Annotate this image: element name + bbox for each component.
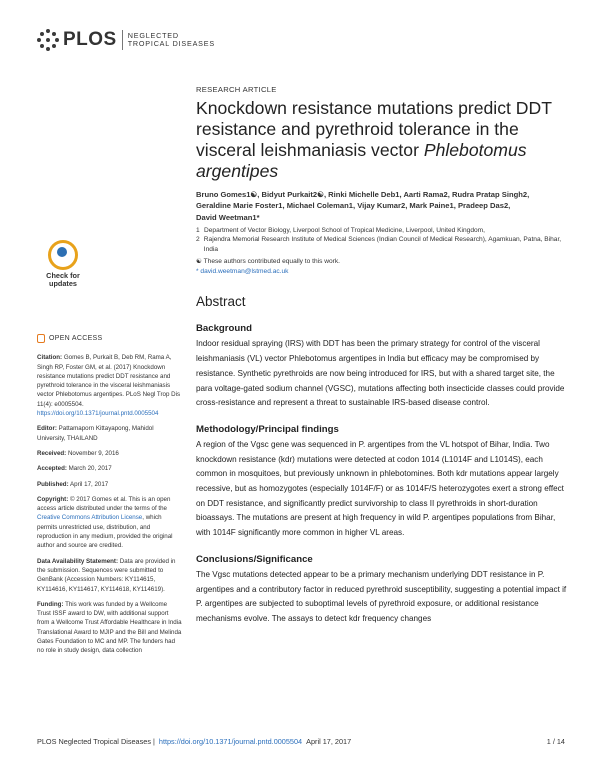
plos-logo bbox=[37, 29, 215, 51]
footer-date: April 17, 2017 bbox=[306, 737, 352, 746]
methods-heading: Methodology/Principal findings bbox=[196, 423, 339, 435]
received bbox=[37, 449, 182, 458]
data-availability bbox=[37, 557, 182, 594]
published-date: April 17, 2017 bbox=[70, 480, 109, 488]
author-list bbox=[196, 189, 568, 223]
journal-name bbox=[128, 32, 215, 49]
data-availability-text: Data are provided in the submission. Sequences were submitted to GenBank (Accession Numbers: KY114615, KY114616, KY114617, KY114618, KY114619). bbox=[37, 557, 176, 593]
check-updates-label bbox=[37, 272, 89, 288]
check-for-updates-button[interactable] bbox=[37, 240, 89, 290]
editor bbox=[37, 424, 182, 443]
data-availability-label: Data Availability Statement: bbox=[37, 557, 119, 565]
title-text: Knockdown resistance mutations predict DDT resistance and pyrethroid tolerance in the visceral leishmaniasis vector bbox=[196, 98, 552, 160]
logo-divider bbox=[122, 30, 123, 50]
editor-label: Editor: bbox=[37, 425, 57, 433]
article-type: RESEARCH ARTICLE bbox=[196, 85, 277, 94]
accepted-label: Accepted: bbox=[37, 465, 67, 473]
abstract-heading: Abstract bbox=[196, 294, 246, 310]
journal-name-line2: TROPICAL DISEASES bbox=[127, 39, 215, 48]
check-updates-icon bbox=[48, 240, 78, 270]
journal-name-line1: NEGLECTED bbox=[127, 30, 179, 40]
author-notes bbox=[196, 257, 568, 276]
plos-dots-icon bbox=[37, 29, 59, 51]
affiliation-item bbox=[196, 235, 568, 254]
received-date: November 9, 2016 bbox=[67, 449, 119, 457]
affiliation-item bbox=[196, 226, 568, 236]
open-access-label: OPEN ACCESS bbox=[49, 335, 103, 342]
check-updates-line2: updates bbox=[49, 279, 77, 288]
authors-line: David Weetman1* bbox=[196, 212, 260, 222]
open-access-badge bbox=[37, 334, 182, 343]
corresponding-email-link[interactable]: * david.weetman@lstmed.ac.uk bbox=[196, 267, 289, 275]
page-number: 1 / 14 bbox=[546, 737, 565, 746]
authors-line: Geraldine Marie Foster1, Michael Coleman1, Vijay Kumar2, Mark Paine1, Pradeep Das2, bbox=[196, 201, 511, 211]
open-lock-icon bbox=[37, 334, 45, 343]
citation bbox=[37, 353, 182, 418]
affiliation-number: 2 bbox=[196, 236, 200, 244]
title-species: Phlebotomus argentipes bbox=[196, 140, 527, 181]
conclusions-heading: Conclusions/Significance bbox=[196, 553, 313, 565]
funding-label: Funding: bbox=[37, 600, 64, 608]
published-label: Published: bbox=[37, 480, 69, 488]
affiliation-number: 1 bbox=[196, 226, 200, 234]
affiliation-text: Rajendra Memorial Research Institute of Medical Sciences (Indian Council of Medical Research), Agamkuan, Patna, Bihar, India bbox=[203, 236, 562, 253]
affiliations bbox=[196, 226, 568, 255]
footer-doi-link[interactable]: https://doi.org/10.1371/journal.pntd.0005504 bbox=[158, 737, 303, 746]
check-updates-line1: Check for bbox=[46, 271, 80, 280]
accepted-date: March 20, 2017 bbox=[68, 465, 112, 473]
affiliation-text: Department of Vector Biology, Liverpool School of Tropical Medicine, Liverpool, United Kingdom, bbox=[204, 226, 485, 234]
copyright-text: © 2017 Gomes et al. This is an open access article distributed under the terms of the bbox=[37, 495, 171, 513]
received-label: Received: bbox=[37, 449, 67, 457]
cc-license-link[interactable]: Creative Commons Attribution License bbox=[37, 514, 143, 522]
funding bbox=[37, 600, 182, 656]
accepted bbox=[37, 464, 182, 473]
citation-text: Gomes B, Purkait B, Deb RM, Rama A, Singh RP, Foster GM, et al. (2017) Knockdown resistance mutations predict DDT resistance and pyrethroid tolerance in the visceral leishmaniasis vector Phlebotomus argentipes. PLoS Negl Trop Dis 11(4): e0005504. bbox=[37, 354, 181, 408]
authors-line: Bruno Gomes1☯, Bidyut Purkait2☯, Rinki Michelle Deb1, Aarti Rama2, Rudra Pratap Singh2, bbox=[196, 190, 530, 199]
conclusions-paragraph: The Vgsc mutations detected appear to be a primary mechanism underlying DDT resistance in P. argentipes and a contributory factor in reduced pyrethroid susceptibility, suggesting a potential impact if P. argentipes are subjected to suboptimal levels of pyrethroid exposure, or additional resistance mechanisms evolve. The assays to detect kdr frequency changes bbox=[196, 569, 567, 623]
editor-text: Pattamaporn Kittayapong, Mahidol University, THAILAND bbox=[37, 425, 154, 442]
article-main bbox=[196, 85, 568, 627]
article-title bbox=[196, 98, 568, 182]
background-paragraph: Indoor residual spraying (IRS) with DDT has been the primary strategy for control of the visceral leishmaniasis (VL) vector Phlebotomus argentipes in India but efficacy may be compromised by resistance. Synthetic pyrethroids are now being introduced for IRS, but with a shared target site, the para voltage-gated sodium channel (VGSC), mutations affecting both insecticide classes could provide cross-resistance and represent a threat to sustainable IRS-based disease control. bbox=[196, 339, 565, 408]
article-sidebar bbox=[37, 334, 182, 662]
copyright bbox=[37, 495, 182, 551]
copyright-text-2: , which permits unrestricted use, distribution, and reproduction in any medium, provided the original author and source are credited. bbox=[37, 514, 173, 550]
equal-contribution-note: ☯ These authors contributed equally to this work. bbox=[196, 258, 340, 266]
funding-text: This work was funded by a Wellcome Trust ISSF award to DW, with additional support from a Wellcome Trust Affordable Healthcare in India Translational Award to MJIP and the Bill and Melinda Gates Foundation to MC and MP. The funders had no role in study design, data collection bbox=[37, 600, 182, 655]
published bbox=[37, 480, 182, 489]
plos-wordmark: PLOS bbox=[63, 29, 117, 50]
footer-journal: PLOS Neglected Tropical Diseases | bbox=[37, 737, 155, 746]
page-footer bbox=[37, 737, 565, 746]
citation-doi-link[interactable]: https://doi.org/10.1371/journal.pntd.0005504 bbox=[37, 410, 159, 418]
citation-label: Citation: bbox=[37, 354, 63, 362]
copyright-label: Copyright: bbox=[37, 495, 69, 503]
methods-paragraph: A region of the Vgsc gene was sequenced in P. argentipes from the VL hotspot of Bihar, India. Two knockdown resistance (kdr) mutations were detected at codon 1014 (L1014F and L1014S), each common in mosquitoes, but previously unknown in phlebotomines. Both kdr mutations appear largely recessive, but as homozygotes (especially 1014F/F) or as 1014F/S heterozygotes exert a strong effect on DDT resistance, and significantly predict survivorship to class II pyrethroids in short-duration bioassays. The mutations are present at high frequency in wild P. argentipes populations from Bihar, with 1014F significantly more common in higher VL areas. bbox=[196, 439, 564, 538]
background-heading: Background bbox=[196, 323, 252, 335]
